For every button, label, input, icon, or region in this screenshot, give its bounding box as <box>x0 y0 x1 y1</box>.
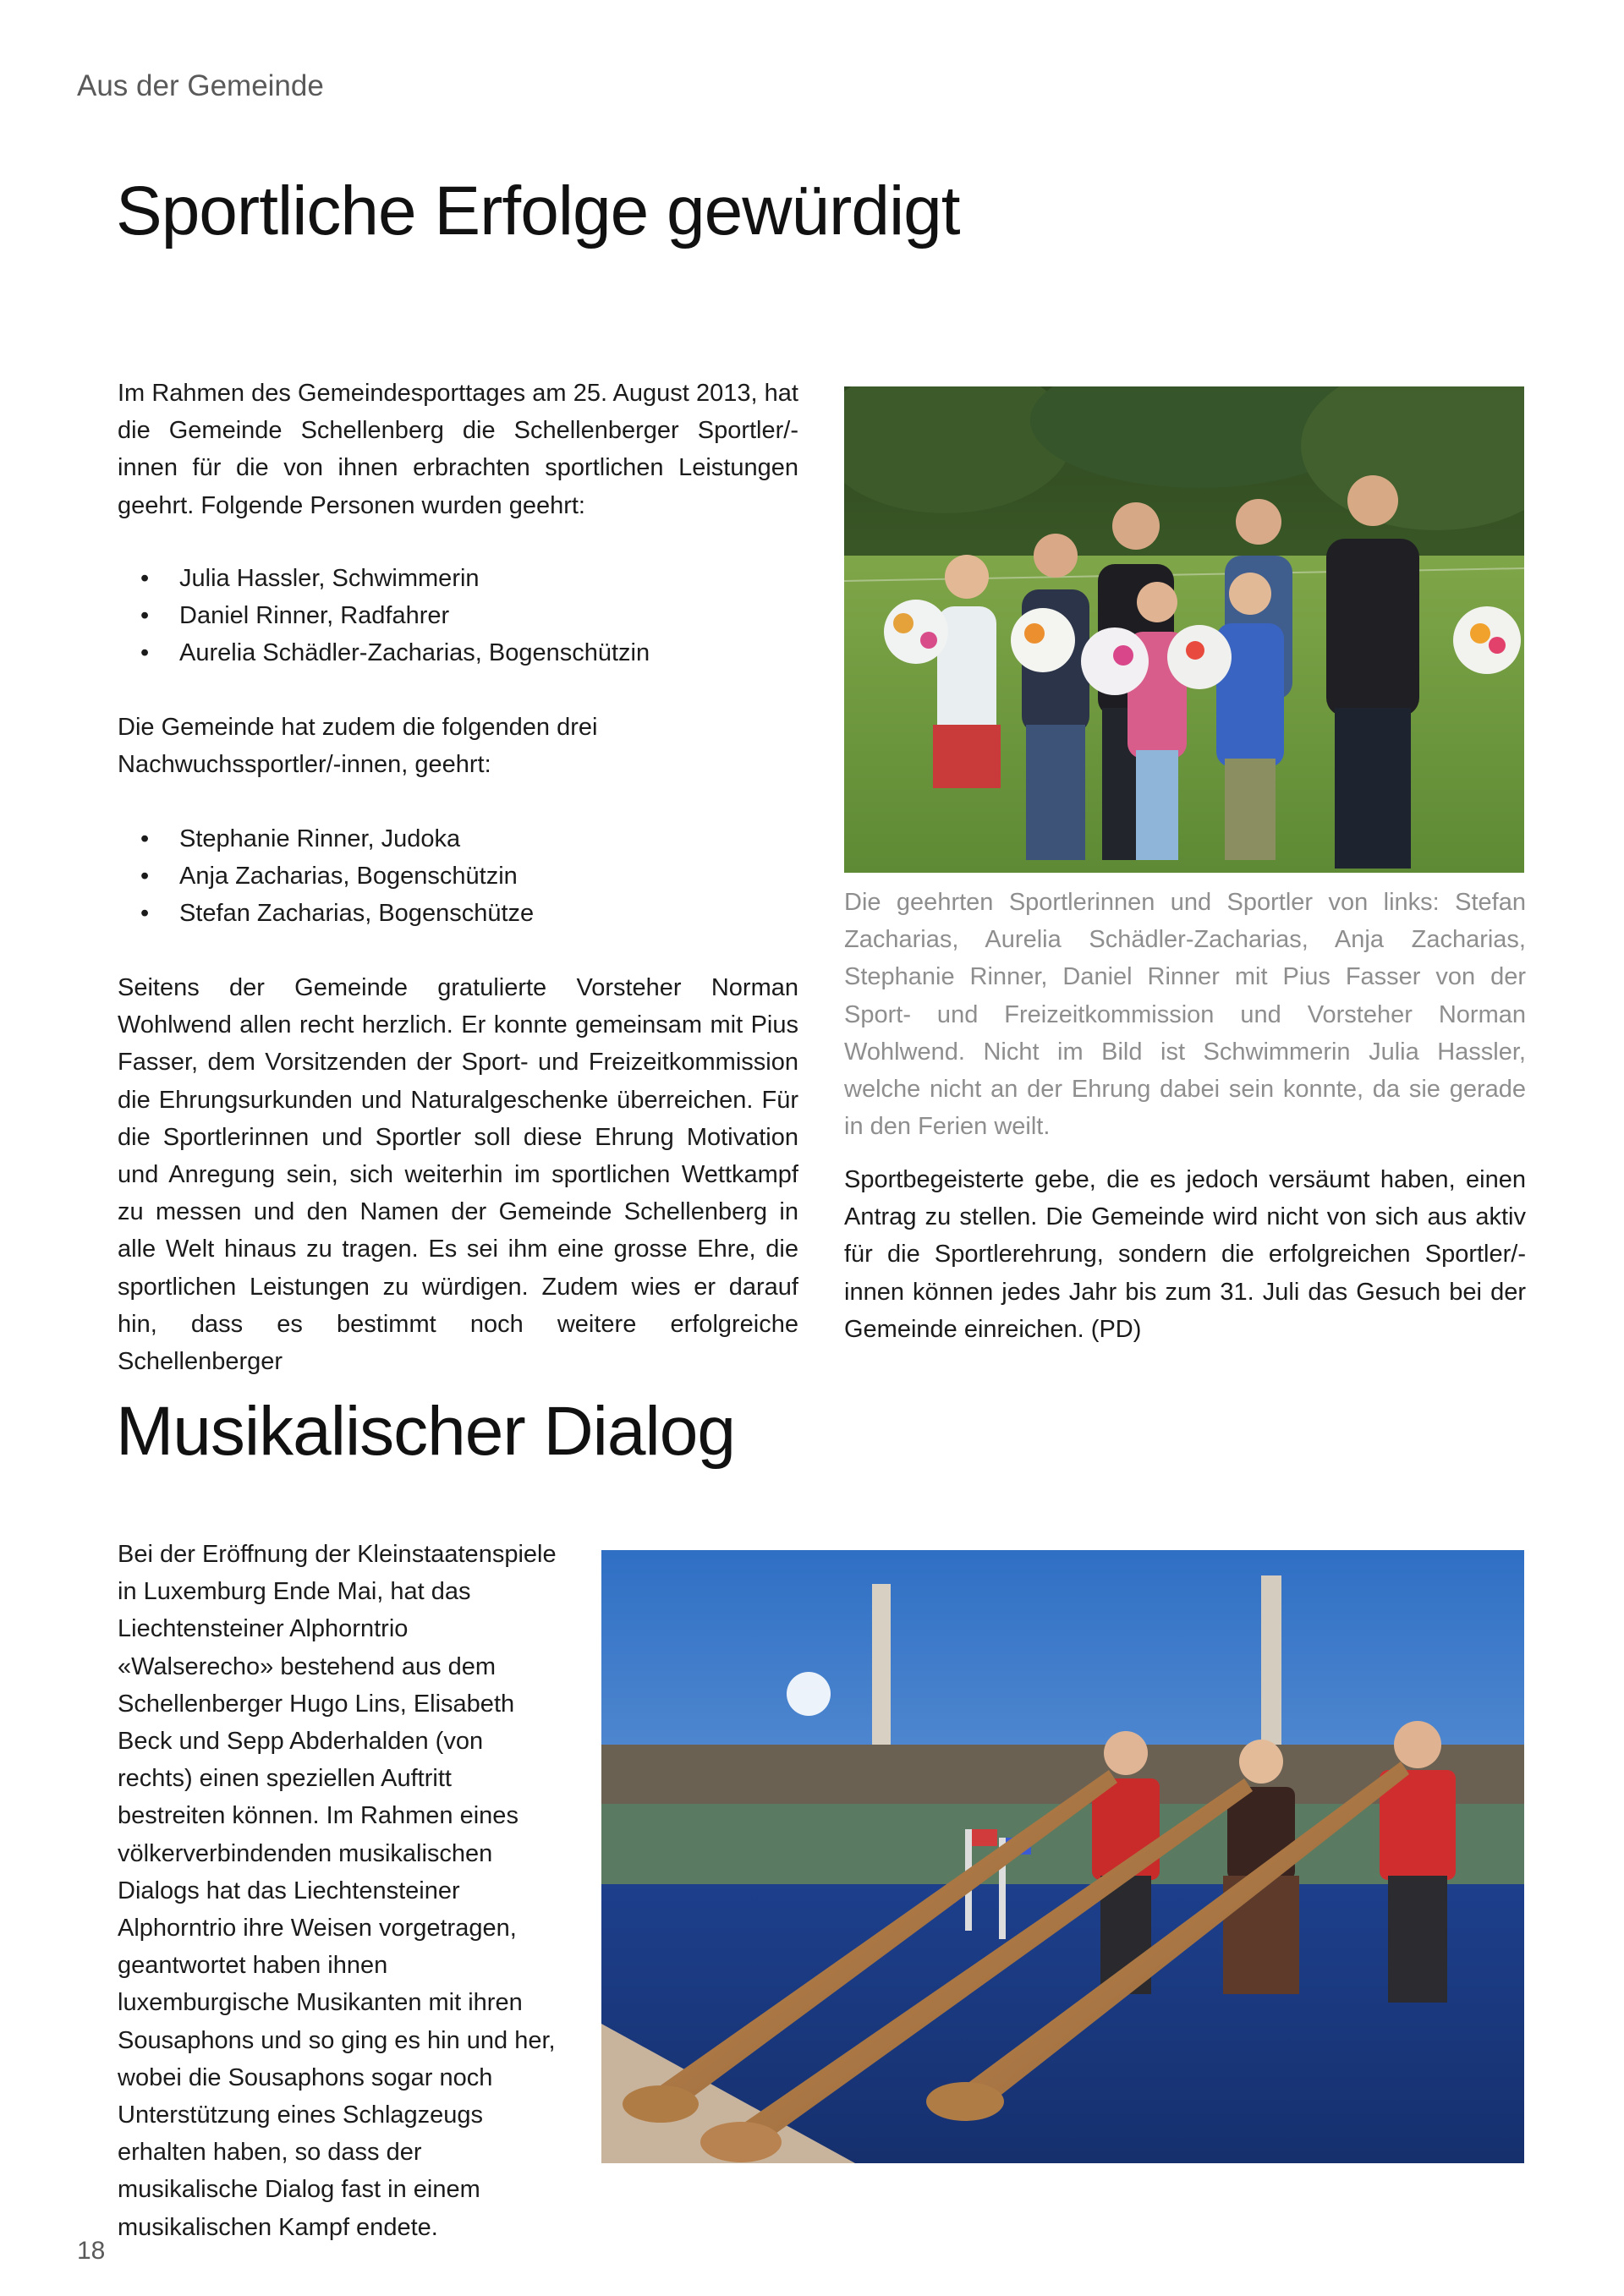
caption-text: Die geehrten Sportlerinnen und Sportler von links: Stefan Zacharias, Aurelia Schädler-Zacharias, Anja Zacharias, Stephanie Rinner, Daniel Rinner mit Pius Fasser von der Sport- und Freizeitkommission und Vorsteher Norman Wohlwend. Nicht im Bild ist Schwimmerin Julia Hassler, welche nicht an der Ehrung dabei sein konnte, da sie gerade in den Ferien weilt. <box>844 889 1526 1141</box>
continuation-paragraph: Sportbegeisterte gebe, die es jedoch versäumt haben, einen Antrag zu stellen. Die Gemeinde wird nicht von sich aus aktiv für die Sportlerehrung, sondern die erfolgreichen Sportler/-innen können jedes Jahr bis zum 31. Juli das Gesuch bei der Gemeinde einreichen. (PD) <box>844 1166 1526 1343</box>
athletes-photo <box>844 386 1524 873</box>
list-item: • Julia Hassler, Schwimmerin <box>118 560 798 597</box>
page-number: 18 <box>77 2237 106 2265</box>
list-item: • Anja Zacharias, Bogenschützin <box>118 858 798 895</box>
list-item: • Stefan Zacharias, Bogenschütze <box>118 895 798 932</box>
honored-list <box>118 560 798 672</box>
junior-list <box>118 820 798 933</box>
article-title-music: Musikalischer Dialog <box>116 1393 735 1470</box>
junior-paragraph: Die Gemeinde hat zudem die folgenden drei Nachwuchssportler/-innen, geehrt: <box>118 714 598 779</box>
list-item: • Daniel Rinner, Radfahrer <box>118 597 798 634</box>
article-title-sport: Sportliche Erfolge gewürdigt <box>116 173 960 249</box>
intro-paragraph: Im Rahmen des Gemeindesporttages am 25. August 2013, hat die Gemeinde Schellenberg die Schellenberger Sportler/-innen für die von ihnen erbrachten sportlichen Leistungen geehrt. Folgende Personen wurden geehrt: <box>118 380 798 519</box>
junior-intro <box>118 709 798 783</box>
praise-paragraph: Seitens der Gemeinde gratulierte Vorsteher Norman Wohlwend allen recht herzlich. Er konnte gemeinsam mit Pius Fasser, dem Vorsitzenden der Sport- und Freizeitkommission die Ehrungsurkunden und Naturalgeschenke überreichen. Für die Sportlerinnen und Sportler soll diese Ehrung Motivation und Anregung sein, sich weiterhin im sportlichen Wettkampf zu messen und den Namen der Gemeinde Schellenberg in alle Welt hinaus zu tragen. Es sei ihm eine grosse Ehre, die sportlichen Leistungen zu würdigen. Zudem wies er darauf hin, dass es bestimmt noch weitere erfolgreiche Schellenberger <box>118 974 798 1376</box>
music-article-body <box>118 1536 562 2246</box>
photo-caption <box>844 884 1526 1145</box>
list-item: • Stephanie Rinner, Judoka <box>118 820 798 858</box>
list-item: • Aurelia Schädler-Zacharias, Bogenschützin <box>118 634 798 671</box>
alphorn-photo <box>601 1550 1524 2163</box>
music-paragraph: Bei der Eröffnung der Kleinstaatenspiele in Luxemburg Ende Mai, hat das Liechtensteiner Alphorntrio «Walserecho» bestehend aus dem Schellenberger Hugo Lins, Elisabeth Beck und Sepp Abderhalden (von rechts) einen speziellen Auftritt bestreiten können. Im Rahmen eines völkerverbindenden musikalischen Dialogs hat das Liechtensteiner Alphorntrio ihre Weisen vorgetragen, geantwortet haben ihnen luxemburgische Musikanten mit ihren Sousaphons und so ging es hin und her, wobei die Sousaphons sogar noch Unterstützung eines Schlagzeugs erhalten haben, so dass der musikalische Dialog fast in einem musikalischen Kampf endete. <box>118 1541 557 2241</box>
article-praise <box>118 969 798 1380</box>
section-label: Aus der Gemeinde <box>77 69 324 102</box>
article-continuation <box>844 1161 1526 1348</box>
article-intro <box>118 375 798 524</box>
